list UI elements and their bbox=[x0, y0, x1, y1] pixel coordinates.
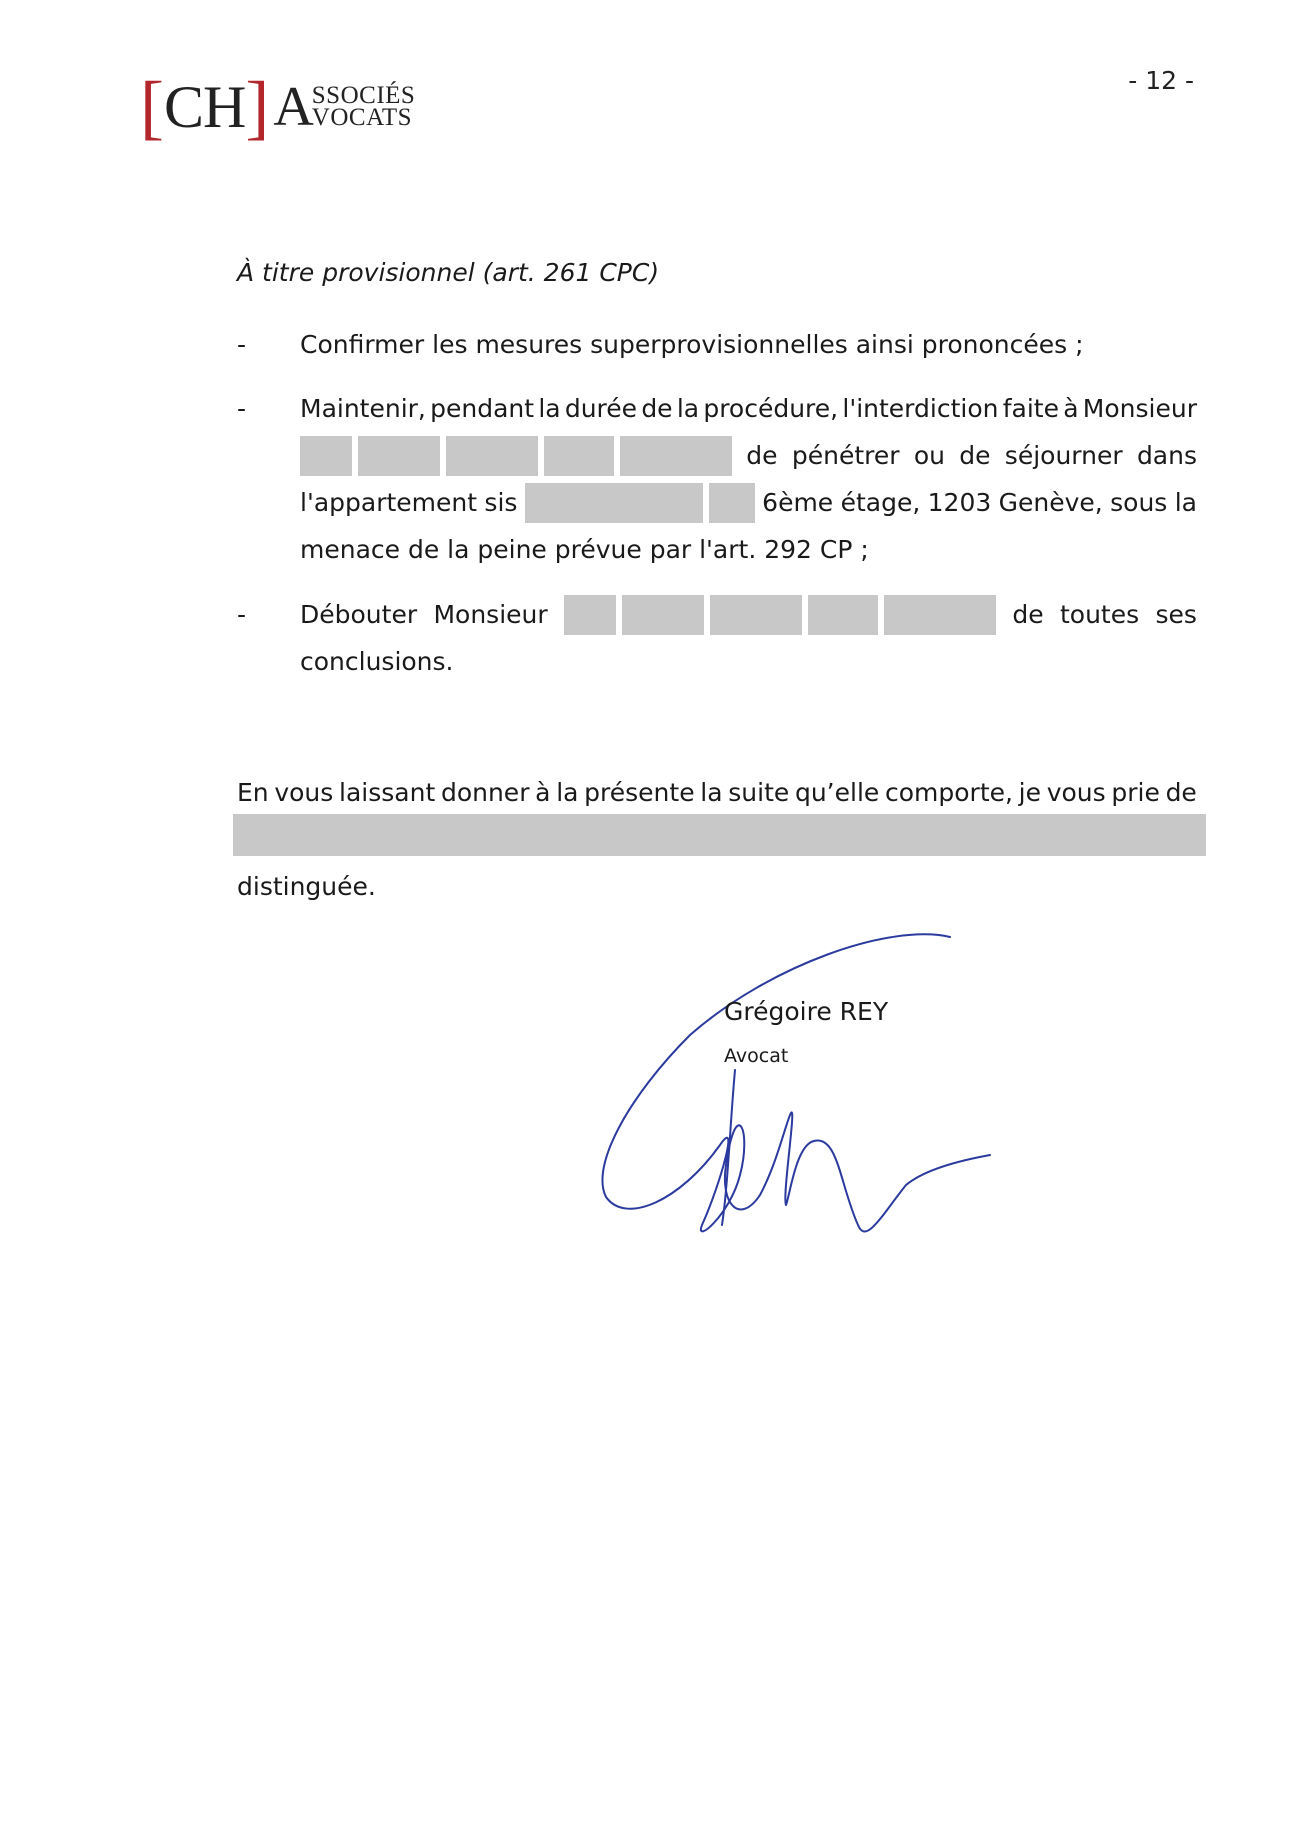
item1-text: Confirmer les mesures superprovisionnelles ainsi prononcées ; bbox=[300, 330, 1084, 359]
redaction-block bbox=[525, 483, 703, 523]
list-dash: - bbox=[237, 330, 247, 359]
item2-line3 bbox=[300, 479, 1197, 526]
word: la bbox=[556, 778, 579, 807]
word: Débouter bbox=[300, 600, 418, 629]
page-number: - 12 - bbox=[1128, 66, 1194, 95]
logo-initial: A bbox=[273, 76, 314, 138]
word: durée bbox=[564, 394, 638, 423]
word: dans bbox=[1136, 441, 1197, 470]
word: sis bbox=[484, 488, 518, 517]
handwritten-signature bbox=[590, 925, 1000, 1255]
redacted-address bbox=[525, 483, 755, 523]
word: de bbox=[746, 441, 778, 470]
word: prie bbox=[1111, 778, 1160, 807]
list-item-maintain bbox=[237, 385, 1197, 573]
word: de bbox=[641, 394, 673, 423]
redaction-block bbox=[358, 436, 440, 476]
item2-line2 bbox=[300, 432, 1197, 479]
word: séjourner bbox=[1004, 441, 1123, 470]
section-title: À titre provisionnel (art. 261 CPC) bbox=[237, 258, 660, 287]
item3-line1 bbox=[300, 591, 1197, 638]
word: Genève, bbox=[998, 488, 1103, 517]
list-item-confirm bbox=[237, 321, 1197, 368]
word: sous bbox=[1110, 488, 1168, 517]
redacted-name bbox=[300, 436, 732, 476]
word: suite bbox=[728, 778, 790, 807]
closing-end: distinguée. bbox=[237, 872, 376, 901]
redacted-line bbox=[233, 814, 1206, 856]
closing-paragraph bbox=[237, 769, 1197, 816]
logo-words bbox=[311, 82, 416, 131]
word: la bbox=[676, 394, 700, 423]
redaction-block bbox=[710, 595, 802, 635]
word: étage, bbox=[840, 488, 921, 517]
redaction-block bbox=[620, 436, 732, 476]
word: l'interdiction bbox=[842, 394, 999, 423]
signer-title: Avocat bbox=[724, 1045, 789, 1067]
word: de bbox=[1012, 600, 1044, 629]
closing-line1 bbox=[237, 769, 1197, 816]
redacted-name bbox=[564, 595, 996, 635]
redaction-block bbox=[884, 595, 996, 635]
word: présente bbox=[584, 778, 695, 807]
word: à bbox=[535, 778, 551, 807]
word: vous bbox=[1046, 778, 1106, 807]
logo-letters: CH bbox=[163, 74, 246, 140]
list-dash: - bbox=[237, 394, 247, 423]
word: donner bbox=[440, 778, 530, 807]
redaction-block bbox=[446, 436, 538, 476]
word: pendant bbox=[430, 394, 535, 423]
word: vous bbox=[274, 778, 334, 807]
signer-name: Grégoire REY bbox=[724, 997, 889, 1026]
word: procédure, bbox=[703, 394, 839, 423]
word: faite bbox=[1002, 394, 1059, 423]
word: Monsieur bbox=[1082, 394, 1197, 423]
logo-word-bottom: VOCATS bbox=[311, 104, 413, 131]
word: ou bbox=[913, 441, 945, 470]
item2-line1 bbox=[300, 385, 1197, 432]
redaction-block bbox=[300, 436, 352, 476]
word: pénétrer bbox=[791, 441, 900, 470]
logo-bracket-right: ] bbox=[245, 67, 270, 147]
redaction-block bbox=[564, 595, 616, 635]
signature-stroke bbox=[602, 934, 990, 1231]
word: En bbox=[237, 778, 269, 807]
item1-line bbox=[300, 321, 1197, 368]
redaction-block bbox=[622, 595, 704, 635]
word: la bbox=[1174, 488, 1197, 517]
word: 1203 bbox=[927, 488, 992, 517]
list-item-dismiss bbox=[237, 591, 1197, 685]
word: comporte, bbox=[885, 778, 1013, 807]
word: toutes bbox=[1059, 600, 1140, 629]
logo-word-top: SSOCIÉS bbox=[311, 82, 416, 109]
item3-line2 bbox=[300, 638, 1197, 685]
item2-line4-text: menace de la peine prévue par l'art. 292 CP ; bbox=[300, 535, 869, 564]
word: la bbox=[700, 778, 723, 807]
item3-line2-text: conclusions. bbox=[300, 647, 454, 676]
logo-bracket-left: [ bbox=[140, 67, 164, 147]
word: 6ème bbox=[762, 488, 834, 517]
redaction-block bbox=[709, 483, 755, 523]
redaction-block bbox=[544, 436, 614, 476]
word: laissant bbox=[339, 778, 436, 807]
firm-logo bbox=[140, 67, 416, 147]
redaction-block bbox=[808, 595, 878, 635]
list-dash: - bbox=[237, 600, 247, 629]
word: ses bbox=[1155, 600, 1197, 629]
word: l'appartement bbox=[300, 488, 478, 517]
word: à bbox=[1063, 394, 1079, 423]
word: Maintenir, bbox=[300, 394, 426, 423]
word: Monsieur bbox=[433, 600, 548, 629]
word: qu’elle bbox=[794, 778, 880, 807]
word: la bbox=[538, 394, 561, 423]
item2-line4 bbox=[300, 526, 1197, 573]
word: de bbox=[1165, 778, 1197, 807]
word: de bbox=[959, 441, 991, 470]
word: je bbox=[1018, 778, 1041, 807]
